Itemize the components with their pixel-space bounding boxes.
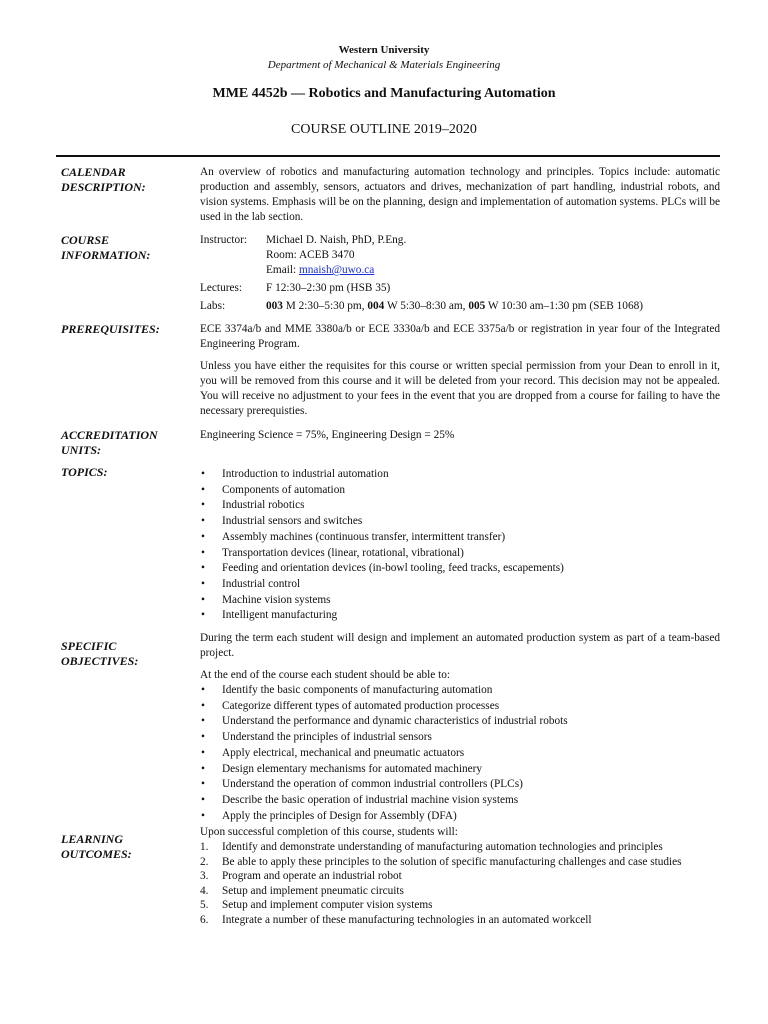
list-item: 2. Be able to apply these principles to the solution of specific manufacturing challenges and case studies [200,855,682,868]
topics-body [200,465,720,624]
prereq-policy: Unless you have either the requisites for this course or written special permission from your Dean to enroll in it, you will be removed from this course and it will be deleted from your record. This decision may not be appealed. You will receive no adjustment to your fees in the event that you are dropped from a course for failing to have the necessary prerequisties. [200,360,720,417]
calendar-description: An overview of robotics and manufacturing automation technology and principles. Topics include: automatic production and assembly, sensors, actuators and drives, mechanization of part handling, industrial robots, and vision systems. Emphasis will be on the planning, design and implementation of automation systems. PLCs will be used in the lab section. [200,166,720,223]
list-item: • Industrial robotics [200,498,720,514]
list-item: • Describe the basic operation of industrial machine vision systems [200,793,720,809]
list-item: • Identify the basic components of manufacturing automation [200,683,720,699]
list-item: 3. Program and operate an industrial robot [200,870,402,883]
list-item: • Machine vision systems [200,593,720,609]
list-item: • Apply electrical, mechanical and pneumatic actuators [200,746,720,762]
prereq-body [200,322,720,419]
list-item: • Intelligent manufacturing [200,608,720,624]
accreditation-text: Engineering Science = 75%, Engineering Design = 25% [200,429,455,441]
outcomes-intro: Upon successful completion of this course, students will: [200,826,458,838]
course-info-label: COURSE INFORMATION: [61,233,151,262]
list-item: • Understand the performance and dynamic characteristics of industrial robots [200,714,720,730]
list-item: 1. Identify and demonstrate understanding of manufacturing automation technologies and principles [200,841,663,853]
email-row [200,263,720,278]
objectives-lead: At the end of the course each student should be able to: [200,669,451,681]
instructor-room: Room: ACEB 3470 [266,249,355,261]
list-item: • Assembly machines (continuous transfer, intermittent transfer) [200,530,720,546]
course-info-body [200,233,720,314]
course-title: MME 4452b — Robotics and Manufacturing Automation [212,86,556,101]
objectives-list [200,683,720,824]
list-item: • Industrial control [200,577,720,593]
list-item: 6. Integrate a number of these manufacturing technologies in an automated workcell [200,913,592,926]
instructor-name: Michael D. Naish, PhD, P.Eng. [266,234,407,246]
instructor-row [200,233,720,248]
labs-times: 003 M 2:30–5:30 pm, 004 W 5:30–8:30 am, 005 W 10:30 am–1:30 pm (SEB 1068) [266,300,644,312]
topics-label: TOPICS: [61,465,108,479]
topics-list [200,467,720,624]
list-item: • Categorize different types of automated production processes [200,699,720,715]
list-item: • Industrial sensors and switches [200,514,720,530]
calendar-label: CALENDAR DESCRIPTION: [61,165,146,194]
instructor-key: Instructor: [200,234,248,246]
lectures-time: F 12:30–2:30 pm (HSB 35) [266,282,391,294]
list-item: • Understand the principles of industrial sensors [200,730,720,746]
prereq-courses: ECE 3374a/b and MME 3380a/b or ECE 3330a/b and ECE 3375a/b or registration in year four of the Integrated Engineering Program. [200,323,720,350]
objectives-intro: During the term each student will design and implement an automated production system as part of a team-based project. [200,632,720,659]
list-item: 5. Setup and implement computer vision systems [200,899,433,912]
list-item: 4. Setup and implement pneumatic circuits [200,884,404,897]
outcomes-list [200,840,720,928]
accreditation-label: ACCREDITATION UNITS: [61,428,158,457]
list-item: • Apply the principles of Design for Assembly (DFA) [200,809,720,825]
room-row [200,248,720,263]
prereq-label: PREREQUISITES: [61,322,160,336]
list-item: • Components of automation [200,483,720,499]
university-name: Western University [338,44,430,56]
lectures-row [200,281,720,296]
email-link[interactable]: mnaish@uwo.ca [298,264,375,276]
outcomes-label: LEARNING OUTCOMES: [61,832,132,861]
labs-row [200,299,720,314]
list-item: • Transportation devices (linear, rotational, vibrational) [200,546,720,562]
outcomes-body [200,825,720,928]
objectives-label: SPECIFIC OBJECTIVES: [61,639,139,668]
lectures-key: Lectures: [200,282,243,294]
objectives-body [200,631,720,824]
list-item: • Understand the operation of common industrial controllers (PLCs) [200,777,720,793]
list-item: • Introduction to industrial automation [200,467,720,483]
list-item: • Design elementary mechanisms for automated machinery [200,762,720,778]
outline-title: COURSE OUTLINE 2019–2020 [291,122,477,137]
header-divider [56,155,720,157]
department-name: Department of Mechanical & Materials Engineering [267,59,501,71]
email-prefix: Email: [266,264,299,276]
labs-key: Labs: [200,300,226,312]
list-item: • Feeding and orientation devices (in-bowl tooling, feed tracks, escapements) [200,561,720,577]
